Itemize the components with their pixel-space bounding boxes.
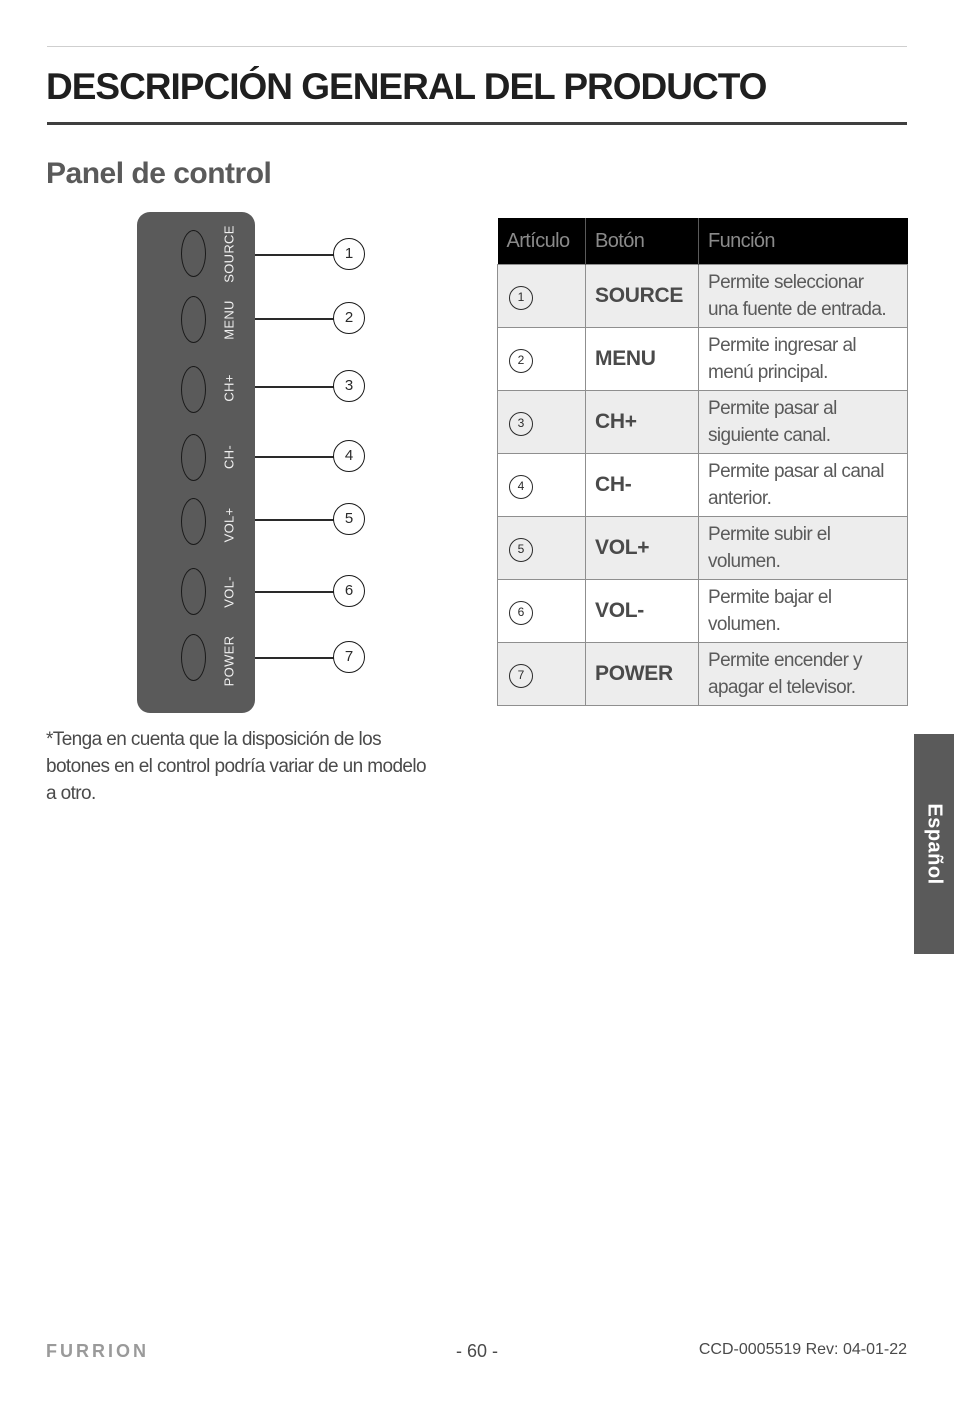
section-title: Panel de control (46, 157, 272, 190)
button-cell (586, 328, 699, 391)
function-cell: Permite bajar el volumen. (699, 580, 908, 643)
document-code: CCD-0005519 Rev: 04-01-22 (698, 1341, 907, 1358)
panel-button-ch-plus (181, 366, 206, 413)
item-cell (498, 265, 586, 328)
function-cell: Permite pasar al siguiente canal. (699, 391, 908, 454)
button-name: VOL+ (595, 536, 650, 559)
button-name: VOL- (595, 599, 644, 622)
table-row (498, 580, 908, 643)
brand-logo: FURRION (46, 1341, 149, 1361)
page-number: - 60 - (455, 1341, 498, 1361)
function-cell: Permite seleccionar una fuente de entrada. (699, 265, 908, 328)
callout-line (255, 519, 335, 521)
callout-marker: 1 (333, 238, 365, 270)
language-label: Español (923, 803, 946, 885)
layout-note: *Tenga en cuenta que la disposición de los botones en el control podría variar de un modelo a otro. (46, 729, 426, 804)
header-button: Botón (586, 218, 699, 265)
button-name: POWER (595, 662, 673, 685)
table-header-row (498, 218, 908, 265)
item-cell (498, 391, 586, 454)
language-side-tab (914, 734, 954, 954)
callout-marker: 2 (333, 302, 365, 334)
callout-marker: 6 (333, 575, 365, 607)
page-title: DESCRIPCIÓN GENERAL DEL PRODUCTO (46, 66, 767, 107)
button-name: CH- (595, 473, 632, 496)
table-row (498, 328, 908, 391)
callout-marker: 5 (333, 503, 365, 535)
panel-button-vol-minus (181, 568, 206, 615)
button-name: SOURCE (595, 284, 684, 307)
item-number: 5 (509, 538, 533, 562)
item-number: 7 (509, 664, 533, 688)
callout-marker: 7 (333, 641, 365, 673)
callout-line (255, 591, 335, 593)
panel-button-vol-plus (181, 498, 206, 545)
top-divider (47, 46, 907, 47)
function-cell: Permite encender y apagar el televisor. (699, 643, 908, 706)
callout-line (255, 254, 335, 256)
table-row (498, 517, 908, 580)
item-number: 3 (509, 412, 533, 436)
button-cell (586, 454, 699, 517)
button-cell (586, 517, 699, 580)
item-number: 4 (509, 475, 533, 499)
button-cell (586, 391, 699, 454)
item-cell (498, 454, 586, 517)
callout-marker: 3 (333, 370, 365, 402)
function-cell: Permite subir el volumen. (699, 517, 908, 580)
item-cell (498, 328, 586, 391)
item-cell (498, 517, 586, 580)
panel-button-power (181, 634, 206, 681)
button-function-table (497, 218, 908, 706)
item-cell (498, 643, 586, 706)
table-row (498, 391, 908, 454)
table-row (498, 265, 908, 328)
function-cell: Permite ingresar al menú principal. (699, 328, 908, 391)
panel-button-ch-minus (181, 434, 206, 481)
header-function: Función (699, 218, 908, 265)
panel-button-menu (181, 296, 206, 343)
button-cell (586, 643, 699, 706)
callout-line (255, 386, 335, 388)
control-panel-diagram: SOURCE MENU CH+ CH- VOL+ VOL- POWER (137, 212, 255, 713)
panel-button-source (181, 230, 206, 277)
table-row (498, 643, 908, 706)
table-row (498, 454, 908, 517)
title-underline (47, 122, 907, 125)
item-cell (498, 580, 586, 643)
callout-line (255, 657, 335, 659)
item-number: 6 (509, 601, 533, 625)
item-number: 2 (509, 349, 533, 373)
button-name: MENU (595, 347, 656, 370)
button-cell (586, 580, 699, 643)
header-item: Artículo (498, 218, 586, 265)
button-cell (586, 265, 699, 328)
button-name: CH+ (595, 410, 637, 433)
callout-line (255, 456, 335, 458)
callout-line (255, 318, 335, 320)
callout-marker: 4 (333, 440, 365, 472)
item-number: 1 (509, 286, 533, 310)
function-cell: Permite pasar al canal anterior. (699, 454, 908, 517)
